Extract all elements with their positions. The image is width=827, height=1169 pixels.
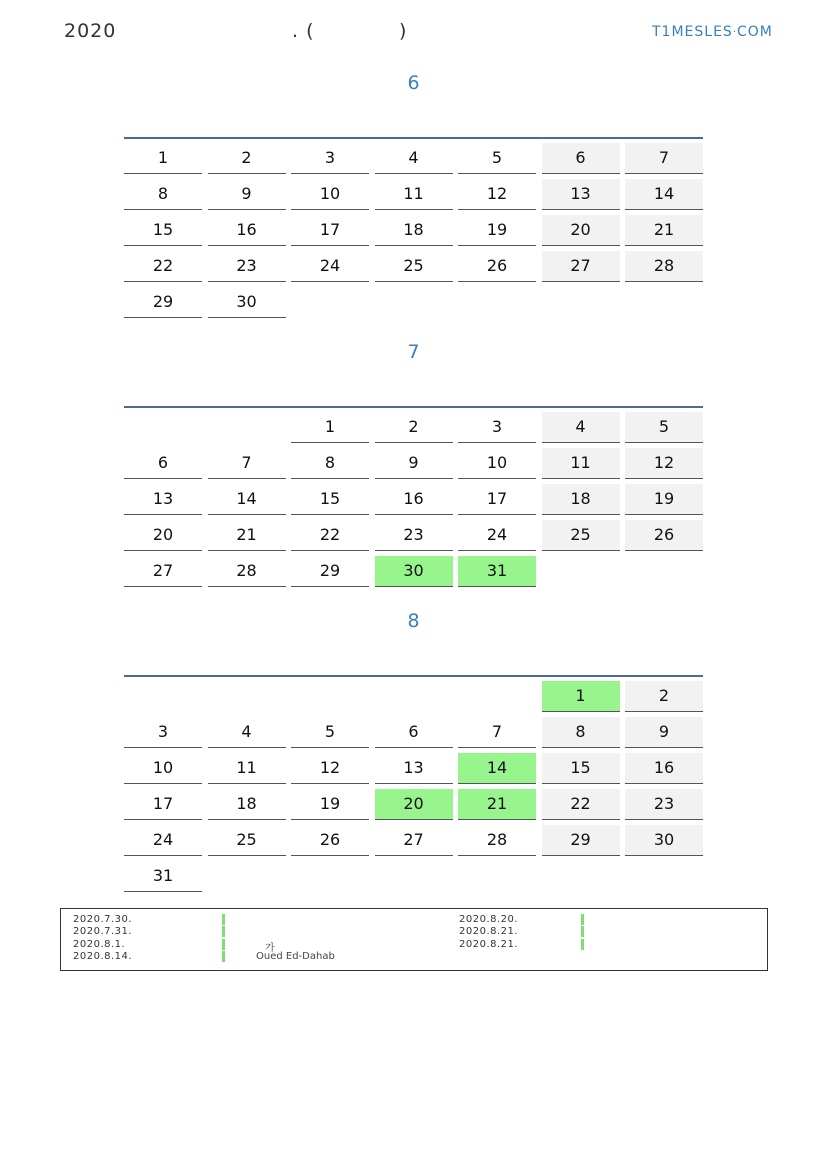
day-cell: 21 (208, 520, 286, 551)
day-cell-weekend: 2 (625, 681, 703, 712)
calendar-top-rule (124, 406, 703, 408)
day-cell: 9 (375, 448, 453, 479)
legend-note: Oued Ed-Dahab (256, 951, 335, 962)
day-cell: 28 (208, 556, 286, 587)
day-cell-weekend: 16 (625, 753, 703, 784)
day-cell-weekend: 5 (625, 412, 703, 443)
day-cell: 24 (458, 520, 536, 551)
day-cell-weekend: 18 (542, 484, 620, 515)
day-cell-weekend: 27 (542, 251, 620, 282)
month-title-july: 7 (407, 341, 420, 363)
day-cell-holiday: 1 (542, 681, 620, 712)
legend-marker (581, 926, 584, 937)
day-cell: 13 (375, 753, 453, 784)
day-cell: 1 (124, 143, 202, 174)
day-cell-weekend: 19 (625, 484, 703, 515)
site-logo-link[interactable] (652, 24, 773, 40)
day-cell: 27 (375, 825, 453, 856)
logo-dot: . (732, 24, 737, 35)
day-cell: 4 (208, 717, 286, 748)
calendar-top-rule (124, 137, 703, 139)
day-cell: 3 (458, 412, 536, 443)
day-cell: 2 (208, 143, 286, 174)
day-cell-weekend: 23 (625, 789, 703, 820)
day-cell-weekend: 29 (542, 825, 620, 856)
day-cell: 17 (458, 484, 536, 515)
legend-date: 2020.8.1. (73, 939, 126, 950)
day-cell-weekend: 4 (542, 412, 620, 443)
day-cell: 6 (124, 448, 202, 479)
day-cell: 7 (208, 448, 286, 479)
day-cell: 31 (124, 861, 202, 892)
legend-marker (222, 926, 225, 937)
day-cell: 23 (375, 520, 453, 551)
day-cell-weekend: 25 (542, 520, 620, 551)
day-cell: 20 (124, 520, 202, 551)
day-cell: 17 (124, 789, 202, 820)
legend-date: 2020.7.30. (73, 914, 133, 925)
day-cell: 26 (291, 825, 369, 856)
day-cell-weekend: 12 (625, 448, 703, 479)
legend-date: 2020.8.21. (459, 926, 519, 937)
day-cell-holiday: 31 (458, 556, 536, 587)
day-cell: 10 (124, 753, 202, 784)
day-cell-weekend: 14 (625, 179, 703, 210)
day-cell: 16 (375, 484, 453, 515)
day-cell: 1 (291, 412, 369, 443)
header-year: 2020 (64, 20, 117, 42)
day-cell: 18 (208, 789, 286, 820)
day-cell: 22 (291, 520, 369, 551)
logo-tld: COM (737, 24, 773, 40)
day-cell: 23 (208, 251, 286, 282)
legend-marker (222, 951, 225, 962)
day-cell-weekend: 8 (542, 717, 620, 748)
day-cell: 16 (208, 215, 286, 246)
day-cell: 28 (458, 825, 536, 856)
legend-date: 2020.8.20. (459, 914, 519, 925)
day-cell: 19 (291, 789, 369, 820)
day-cell: 24 (124, 825, 202, 856)
day-cell-holiday: 14 (458, 753, 536, 784)
day-cell: 12 (458, 179, 536, 210)
day-cell: 10 (458, 448, 536, 479)
holiday-legend (60, 908, 768, 971)
day-cell: 9 (208, 179, 286, 210)
legend-marker (222, 914, 225, 925)
day-cell: 11 (208, 753, 286, 784)
day-cell: 6 (375, 717, 453, 748)
day-cell: 7 (458, 717, 536, 748)
day-cell: 29 (124, 287, 202, 318)
day-cell-weekend: 20 (542, 215, 620, 246)
day-cell-weekend: 30 (625, 825, 703, 856)
legend-date: 2020.8.21. (459, 939, 519, 950)
day-cell-holiday: 21 (458, 789, 536, 820)
day-cell-holiday: 20 (375, 789, 453, 820)
day-cell: 29 (291, 556, 369, 587)
legend-date: 2020.7.31. (73, 926, 133, 937)
day-cell: 10 (291, 179, 369, 210)
legend-marker (222, 939, 225, 950)
day-cell: 26 (458, 251, 536, 282)
day-cell: 15 (124, 215, 202, 246)
legend-marker (581, 914, 584, 925)
day-cell: 17 (291, 215, 369, 246)
day-cell: 25 (208, 825, 286, 856)
day-cell-weekend: 9 (625, 717, 703, 748)
day-cell: 5 (458, 143, 536, 174)
day-cell: 30 (208, 287, 286, 318)
calendar-top-rule (124, 675, 703, 677)
day-cell: 3 (124, 717, 202, 748)
day-cell: 5 (291, 717, 369, 748)
logo-main: T1MESLES (652, 24, 733, 40)
day-cell-weekend: 11 (542, 448, 620, 479)
legend-date: 2020.8.14. (73, 951, 133, 962)
month-title-june: 6 (407, 72, 420, 94)
legend-marker (581, 939, 584, 950)
legend-note: 가 (265, 943, 275, 954)
day-cell-weekend: 15 (542, 753, 620, 784)
header-title: . ( ) (292, 20, 408, 42)
day-cell: 25 (375, 251, 453, 282)
day-cell-weekend: 26 (625, 520, 703, 551)
day-cell: 2 (375, 412, 453, 443)
day-cell: 11 (375, 179, 453, 210)
day-cell-holiday: 30 (375, 556, 453, 587)
day-cell: 24 (291, 251, 369, 282)
day-cell: 12 (291, 753, 369, 784)
day-cell: 8 (124, 179, 202, 210)
day-cell: 8 (291, 448, 369, 479)
day-cell-weekend: 6 (542, 143, 620, 174)
day-cell-weekend: 7 (625, 143, 703, 174)
day-cell: 19 (458, 215, 536, 246)
day-cell: 14 (208, 484, 286, 515)
day-cell: 13 (124, 484, 202, 515)
day-cell: 27 (124, 556, 202, 587)
day-cell-weekend: 13 (542, 179, 620, 210)
day-cell-weekend: 21 (625, 215, 703, 246)
month-title-august: 8 (407, 610, 420, 632)
day-cell-weekend: 22 (542, 789, 620, 820)
day-cell-weekend: 28 (625, 251, 703, 282)
day-cell: 15 (291, 484, 369, 515)
day-cell: 22 (124, 251, 202, 282)
day-cell: 4 (375, 143, 453, 174)
day-cell: 18 (375, 215, 453, 246)
day-cell: 3 (291, 143, 369, 174)
